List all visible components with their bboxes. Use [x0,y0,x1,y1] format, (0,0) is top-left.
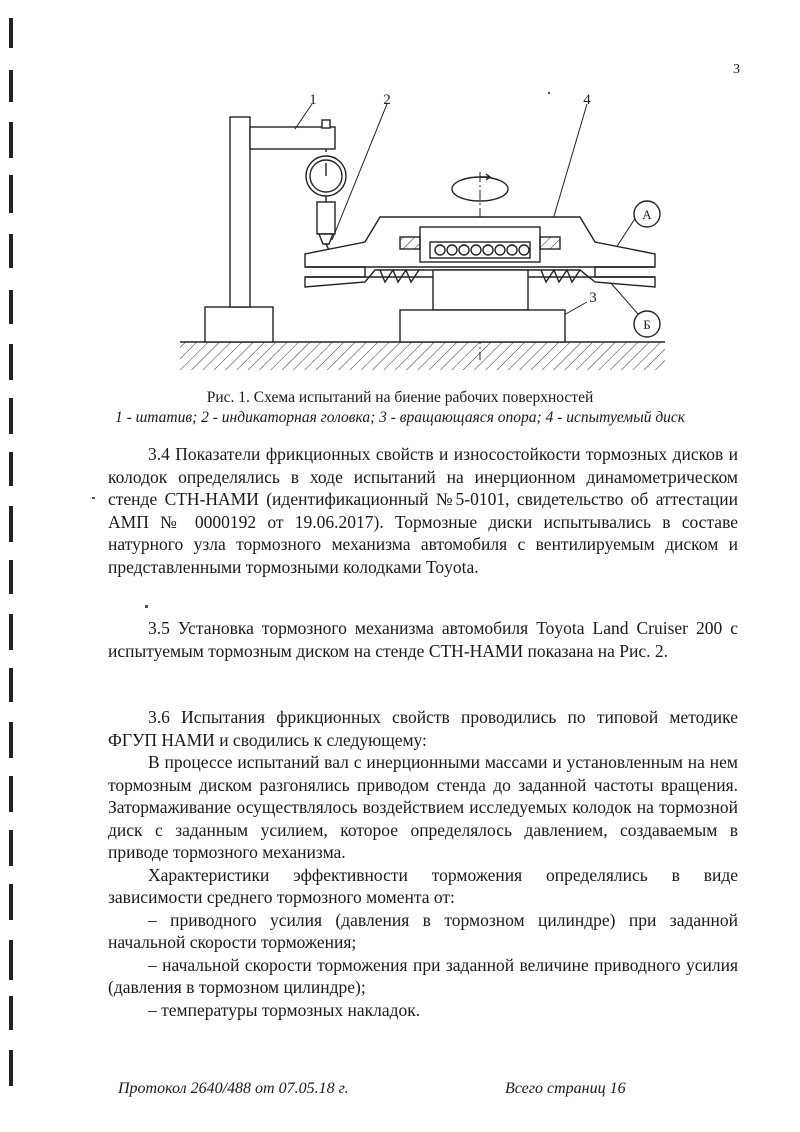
callout-4: 4 [583,92,591,108]
callout-3: 3 [589,290,597,306]
callout-a: А [642,207,652,222]
section-3-6 [108,706,738,1021]
stand-column [230,117,250,307]
footer-protocol: Протокол 2640/488 от 07.05.18 г. [118,1080,349,1097]
page-number: 3 [733,62,740,77]
rotating-support [433,270,528,310]
caption-title: Рис. 1. Схема испытаний на биение рабочих поверхностей [206,389,594,406]
caption-legend: 1 - штатив; 2 - индикаторная головка; 3 - вращающаяся опора; 4 - испытуемый диск [114,409,686,426]
section-3-4-text: 3.4 Показатели фрикционных свойств и износостойкости тормозных дисков и колодок определялись в ходе испытаний на инерционном динамометрическом стенде СТН-НАМИ (идентификационный №5-0101, свидетельство об аттестации АМП № 0000192 от 19.06.2017). Тормозные диски испытывались в составе натурного узла тормозного механизма автомобиля с вентилируемым диском и представленными тормозными колодками Toyota. [108,444,738,577]
figure-caption [0,388,800,428]
section-3-6-para1: В процессе испытаний вал с инерционными массами и установленным на нем тормозным диском разгонялись приводом стенда до заданной частоты вращения. Затормаживание осуществлялось воздействием исследуемых колодок на тормозной диск с заданным усилием, которое определялось давлением, создаваемым в приводе тормозного механизма. [108,752,738,862]
section-3-5 [108,617,738,662]
scan-speck [145,605,148,608]
section-3-6-intro: 3.6 Испытания фрикционных свойств проводились по типовой методике ФГУП НАМИ и сводились к следующему: [108,707,738,750]
binding-marks [0,0,20,1132]
test-scheme-figure [175,92,670,387]
scan-speck [92,497,95,499]
callout-1: 1 [309,92,317,108]
bullet-item: – приводного усилия (давления в тормозном цилиндре) при заданной начальной скорости торможения; [108,909,738,952]
bullet-item: – начальной скорости торможения при заданной величине приводного усилия (давления в тормозном цилиндре); [108,954,738,997]
callout-b: Б [643,317,651,332]
section-3-6-para2: Характеристики эффективности торможения определялись в виде зависимости среднего тормозного момента от: [108,864,738,907]
footer-total-pages: Всего страниц 16 [505,1080,626,1097]
callout-2: 2 [383,92,391,108]
stand-arm [250,127,335,149]
support-base [400,310,565,342]
section-3-5-text: 3.5 Установка тормозного механизма автомобиля Toyota Land Cruiser 200 с испытуемым тормозным диском на стенде СТН-НАМИ показана на Рис. 2. [108,618,738,661]
section-3-4 [108,443,738,578]
bullet-item: – температуры тормозных накладок. [148,999,421,1020]
stand-base [205,307,273,342]
